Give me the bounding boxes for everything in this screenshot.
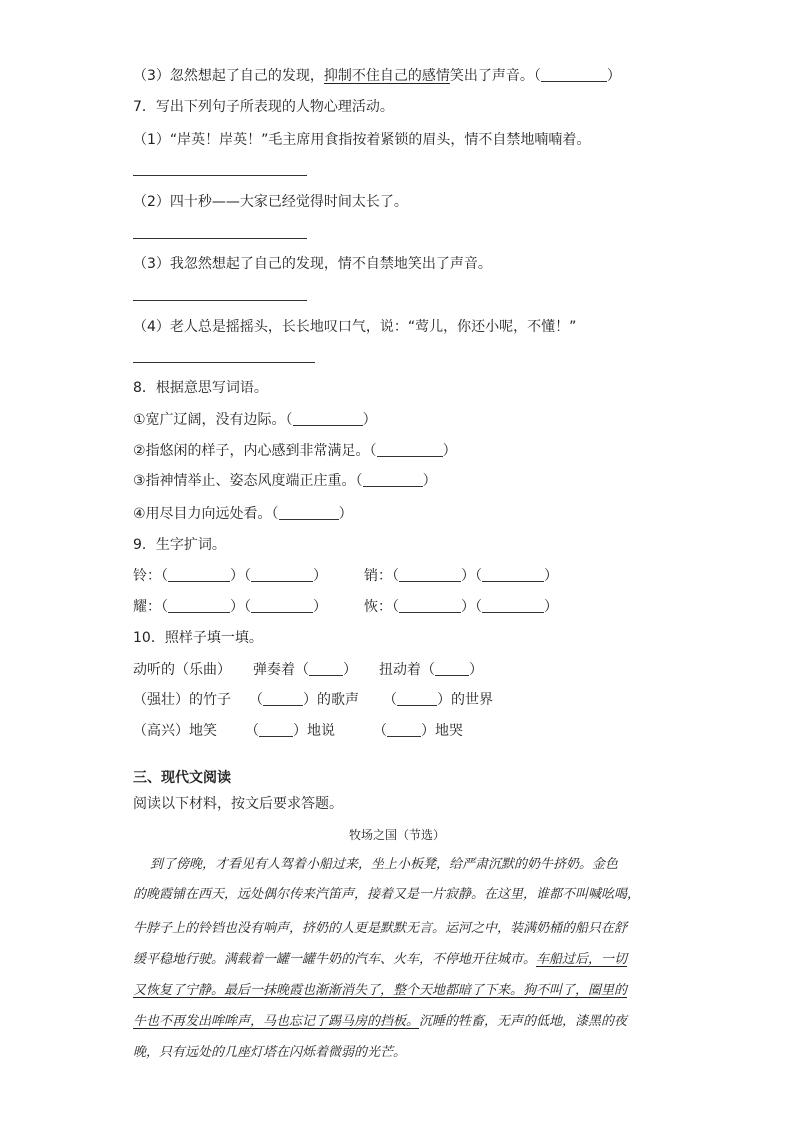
q6-item-3-text: （3）忽然想起了自己的发现， (133, 68, 324, 84)
q8-item-1-text: ①宽广辽阔，没有边际。（ (133, 412, 293, 428)
passage-line-6 (133, 1013, 627, 1031)
paren-open: （ (244, 568, 251, 584)
section-heading: 三、现代文阅读 (133, 770, 231, 786)
passage-underlined-text: 牛也不再发出哞哞声，马也忘记了踢马房的挡板。 (133, 1014, 420, 1029)
paren-open: （ (161, 568, 168, 584)
answer-line[interactable] (133, 300, 307, 301)
q8-item-2 (133, 441, 457, 461)
answer-blank[interactable] (263, 691, 303, 706)
answer-blank[interactable] (251, 567, 313, 582)
q7-item-4: （4）老人总是摇摇头，长长地叹口气，说：“莺儿，你还小呢，不懂！” (133, 319, 577, 335)
q9-char-xiao: 销： (364, 568, 392, 584)
q8-item-4 (133, 504, 353, 524)
answer-blank[interactable] (397, 691, 437, 706)
passage-text: 缓平稳地行驶。满载着一罐一罐牛奶的汽车、火车，不停地开往城市。 (133, 952, 537, 967)
passage-line-5 (133, 982, 627, 1000)
answer-blank[interactable] (259, 722, 293, 737)
paren-open: （ (392, 568, 399, 584)
q9-row-ling (133, 566, 327, 586)
paren-close: ） (313, 599, 327, 615)
q10-example: 动听的（乐曲） (133, 662, 231, 678)
q6-item-3-text-end: 笑出了声音。（ (449, 68, 541, 84)
q8-item-1 (133, 410, 377, 430)
answer-blank[interactable] (168, 598, 230, 613)
paren-close: ） (230, 599, 244, 615)
paren-close: ） (469, 662, 483, 678)
answer-blank[interactable] (279, 505, 339, 520)
passage-underlined-text: 车船过后，一切 (536, 952, 628, 967)
q6-item-3-underlined: 抑制不住自己的感情 (323, 68, 450, 84)
q10-prompt: 弹奏着（ (253, 662, 309, 678)
answer-blank[interactable] (251, 598, 313, 613)
q10-prompt: 扭动着（ (379, 662, 435, 678)
paren-close: ） (461, 599, 475, 615)
paren-open: （ (475, 568, 482, 584)
paren-open: （ (161, 599, 168, 615)
paren-close: ） (606, 68, 621, 84)
q9-char-ling: 铃： (133, 568, 161, 584)
passage-line-4 (133, 951, 627, 969)
paren-close: ） (544, 599, 558, 615)
q8-item-2-text: ②指悠闲的样子，内心感到非常满足。（ (133, 443, 377, 459)
q10-prompt: ）的世界 (437, 692, 493, 708)
paren-close: ） (230, 568, 244, 584)
passage-line-7 (133, 1044, 406, 1062)
q10-prompt: ）地说 (293, 723, 335, 739)
paren-close: ） (313, 568, 327, 584)
paren-open: （ (383, 692, 397, 708)
answer-blank[interactable] (168, 567, 230, 582)
answer-line[interactable] (133, 175, 307, 176)
q9-char-hui: 恢： (364, 599, 392, 615)
passage-line-3 (133, 920, 627, 938)
q8-item-3 (133, 471, 437, 491)
q10-row-1 (133, 660, 483, 680)
q8-item-3-text: ③指神情举止、姿态风度端正庄重。（ (133, 473, 363, 489)
answer-blank[interactable] (399, 567, 461, 582)
paren-close: ） (362, 412, 377, 428)
section-instruction: 阅读以下材料，按文后要求答题。 (133, 796, 343, 812)
passage-underlined-text: 又恢复了宁静。最后一抹晚霞也渐渐消失了，整个天地都暗了下来。狗不叫了，圈里的 (133, 983, 628, 998)
answer-blank[interactable] (387, 722, 421, 737)
answer-blank[interactable] (482, 598, 544, 613)
answer-blank[interactable] (399, 598, 461, 613)
answer-blank[interactable] (541, 67, 607, 82)
paren-open: （ (373, 723, 387, 739)
paren-open: （ (244, 599, 251, 615)
q9-char-yao: 耀： (133, 599, 161, 615)
q9-row-xiao (364, 566, 558, 586)
paren-close: ） (343, 662, 357, 678)
q10-row-3 (133, 721, 463, 741)
q10-prompt: ）地哭 (421, 723, 463, 739)
passage-text: 的晚霞铺在西天，远处偶尔传来汽笛声，接着又是一片寂静。在这里，谁都不叫喊吆喝， (133, 887, 641, 902)
answer-blank[interactable] (293, 411, 363, 426)
paren-close: ） (544, 568, 558, 584)
q7-item-1: （1）“岸英！岸英！”毛主席用食指按着紧锁的眉头，情不自禁地喃喃着。 (133, 132, 591, 148)
q9-row-hui (364, 597, 558, 617)
q10-row-2 (133, 690, 493, 710)
q6-item-3 (133, 66, 621, 86)
passage-text: 牛脖子上的铃铛也没有响声，挤奶的人更是默默无言。运河之中，装满奶桶的船只在舒 (133, 921, 628, 936)
q9-title: 9．生字扩词。 (133, 537, 226, 553)
paren-close: ） (442, 443, 457, 459)
passage-line-2 (133, 886, 640, 904)
q7-item-3: （3）我忽然想起了自己的发现，情不自禁地笑出了声音。 (133, 256, 492, 272)
passage-line-1 (150, 856, 618, 874)
paren-close: ） (461, 568, 475, 584)
answer-blank[interactable] (377, 442, 443, 457)
passage-text: 到了傍晚，才看见有人驾着小船过来，坐上小板凳，给严肃沉默的奶牛挤奶。金色 (150, 857, 619, 872)
answer-blank[interactable] (309, 661, 343, 676)
q10-prompt: ）的歌声 (303, 692, 359, 708)
q10-title: 10．照样子填一填。 (133, 630, 263, 646)
paren-open: （ (392, 599, 399, 615)
answer-line[interactable] (133, 238, 307, 239)
passage-title: 牧场之国（节选） (348, 828, 445, 842)
answer-blank[interactable] (363, 472, 423, 487)
paren-close: ） (338, 506, 353, 522)
answer-line[interactable] (133, 362, 315, 363)
answer-blank[interactable] (435, 661, 469, 676)
paren-open: （ (475, 599, 482, 615)
passage-text: 晚，只有远处的几座灯塔在闪烁着微弱的光芒。 (133, 1045, 407, 1060)
q8-item-4-text: ④用尽目力向远处看。（ (133, 506, 279, 522)
q10-example: （强壮）的竹子 (133, 692, 231, 708)
q7-item-2: （2）四十秒——大家已经觉得时间太长了。 (133, 194, 408, 210)
answer-blank[interactable] (482, 567, 544, 582)
q8-title: 8．根据意思写词语。 (133, 380, 268, 396)
q9-row-yao (133, 597, 327, 617)
paren-open: （ (245, 723, 259, 739)
paren-close: ） (422, 473, 437, 489)
passage-text: 沉睡的牲畜，无声的低地，漆黑的夜 (419, 1014, 628, 1029)
paren-open: （ (249, 692, 263, 708)
q7-title: 7．写出下列句子所表现的人物心理活动。 (133, 99, 394, 115)
q10-example: （高兴）地笑 (133, 723, 217, 739)
